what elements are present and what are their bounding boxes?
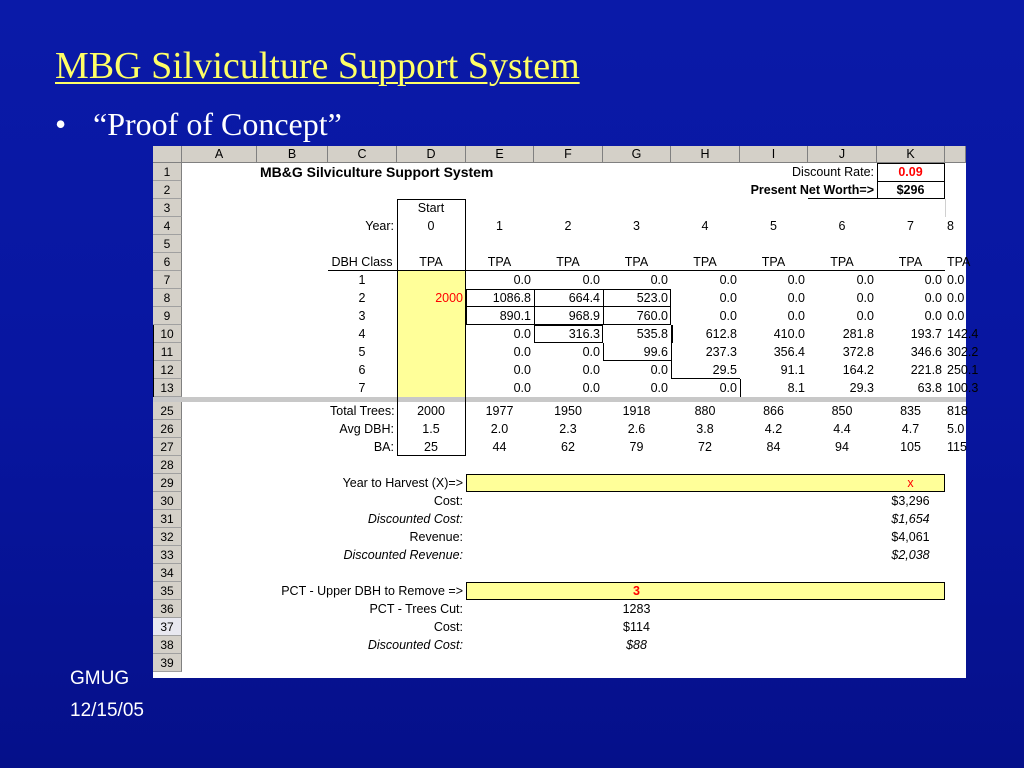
tpa-cell[interactable]: 372.8 — [842, 345, 874, 359]
tpa-cell[interactable]: 0.0 — [650, 381, 668, 395]
dbh-class-1[interactable]: 1 — [358, 273, 366, 287]
column-header-e[interactable]: E — [466, 146, 534, 163]
tpa-cell[interactable]: 99.6 — [643, 345, 668, 359]
year-3[interactable]: 3 — [633, 219, 640, 233]
total-trees-cell[interactable]: 866 — [763, 404, 784, 418]
tpa-header[interactable]: TPA — [487, 255, 512, 269]
row-header-39[interactable]: 39 — [153, 654, 182, 672]
tpa-cell[interactable]: 968.9 — [568, 309, 600, 323]
tpa-cell[interactable]: 0.0 — [924, 309, 942, 323]
year-6[interactable]: 6 — [838, 219, 846, 233]
tpa-cell[interactable]: 0.0 — [513, 345, 531, 359]
tpa-cell[interactable]: 0.0 — [582, 345, 600, 359]
ba-cell[interactable]: 105 — [900, 440, 921, 454]
tpa-header[interactable]: TPA — [693, 255, 717, 269]
tpa-cell[interactable]: 356.4 — [773, 345, 805, 359]
tpa-header[interactable]: TPA — [947, 255, 971, 269]
tpa-cell[interactable]: 523.0 — [636, 291, 668, 305]
discount-rate-label[interactable]: Discount Rate: — [792, 165, 874, 179]
tpa-cell[interactable]: 0.0 — [856, 291, 874, 305]
row-header-37[interactable]: 37 — [153, 618, 182, 636]
tpa-cell[interactable]: 0.0 — [513, 327, 531, 341]
tpa-cell[interactable]: 0.0 — [924, 273, 942, 287]
column-header-j[interactable]: J — [808, 146, 877, 163]
total-trees-cell[interactable]: 850 — [831, 404, 853, 418]
avg-dbh-cell[interactable]: 2.3 — [559, 422, 577, 436]
column-header-d[interactable]: D — [397, 146, 466, 163]
tpa-cell[interactable]: 29.5 — [712, 363, 737, 377]
column-header-k[interactable]: K — [877, 146, 945, 163]
tpa-cell[interactable]: 29.3 — [849, 381, 874, 395]
column-header-i[interactable]: I — [740, 146, 808, 163]
slide-bullet — [55, 106, 342, 143]
dbh-class-3[interactable]: 3 — [358, 309, 366, 323]
discounted-cost-value[interactable]: $1,654 — [891, 512, 930, 526]
row-header-6[interactable]: 6 — [153, 253, 182, 271]
row-header-25[interactable]: 25 — [153, 402, 182, 420]
tpa-v-de — [534, 289, 535, 325]
tpa-header[interactable]: TPA — [419, 255, 443, 269]
row-header-4[interactable]: 4 — [153, 217, 182, 235]
row-header-30[interactable]: 30 — [153, 492, 182, 510]
discounted-cost-label[interactable]: Discounted Cost: — [367, 512, 463, 526]
tpa-cell[interactable]: 0.0 — [582, 381, 600, 395]
tpa-cell[interactable]: 0.0 — [513, 381, 531, 395]
avg-dbh-label[interactable]: Avg DBH: — [339, 422, 394, 436]
tpa-cell[interactable]: 0.0 — [856, 273, 874, 287]
spreadsheet[interactable] — [153, 146, 979, 678]
avg-dbh-cell[interactable]: 4.2 — [764, 422, 783, 436]
j-divider — [877, 181, 945, 182]
tpa-box-e10 — [534, 325, 603, 343]
discount-rate-input[interactable]: 0.09 — [898, 165, 923, 179]
tpa-cell[interactable]: 250.1 — [947, 363, 979, 377]
tpa-cell[interactable]: 760.0 — [636, 309, 668, 323]
ba-cell[interactable]: 62 — [561, 440, 575, 454]
tpa-cell[interactable]: 193.7 — [910, 327, 942, 341]
total-trees-cell[interactable]: 880 — [694, 404, 716, 418]
tpa-cell[interactable]: 164.2 — [842, 363, 874, 377]
ba-cell[interactable]: 94 — [835, 440, 849, 454]
year-5[interactable]: 5 — [770, 219, 777, 233]
row-header-5[interactable]: 5 — [153, 235, 182, 253]
pct-input-fill — [466, 582, 945, 600]
row-header-28[interactable]: 28 — [153, 456, 182, 474]
tpa-v-ef — [603, 289, 604, 325]
tpa-cell[interactable]: 1086.8 — [492, 291, 531, 305]
pct-discounted-cost-value[interactable]: $88 — [626, 638, 647, 652]
avg-dbh-cell[interactable]: 5.0 — [947, 422, 965, 436]
tpa-cell[interactable]: 535.8 — [636, 327, 668, 341]
avg-dbh-cell[interactable]: 3.8 — [696, 422, 714, 436]
tpa-cell[interactable]: 316.3 — [568, 327, 600, 341]
tpa-vert-g12 — [671, 361, 672, 379]
total-trees-cell[interactable]: 818 — [947, 404, 968, 418]
row-header-11[interactable]: 11 — [153, 343, 182, 361]
row-header-7[interactable]: 7 — [153, 271, 182, 289]
tpa-cell[interactable]: 890.1 — [499, 309, 531, 323]
footer-date: 12/15/05 — [70, 700, 144, 721]
year-7[interactable]: 7 — [907, 219, 914, 233]
tpa-cell[interactable]: 0.0 — [582, 273, 600, 287]
column-header-a[interactable]: A — [182, 146, 257, 163]
tpa-cell[interactable]: 0.0 — [924, 291, 942, 305]
tpa-cell[interactable]: 142.4 — [947, 327, 979, 341]
tpa-cell[interactable]: 0.0 — [787, 273, 805, 287]
column-header-h[interactable]: H — [671, 146, 740, 163]
tpa-cell[interactable]: 410.0 — [773, 327, 805, 341]
corner-cell[interactable] — [153, 146, 182, 163]
tpa-cell[interactable]: 0.0 — [719, 381, 737, 395]
tpa-box-d8-f9 — [466, 289, 671, 325]
row-header-34[interactable]: 34 — [153, 564, 182, 582]
pct-trees-value[interactable]: 1283 — [622, 602, 651, 616]
tpa-cell[interactable]: 281.8 — [842, 327, 874, 341]
pct-cost-value[interactable]: $114 — [623, 620, 650, 634]
row-header-32[interactable]: 32 — [153, 528, 182, 546]
dbh-class-label[interactable]: DBH Class — [331, 255, 393, 269]
tpa-vert-g11 — [671, 325, 672, 361]
tpa-cell[interactable]: 0.0 — [719, 291, 737, 305]
column-header-f[interactable]: F — [534, 146, 603, 163]
avg-dbh-cell[interactable]: 4.4 — [833, 422, 851, 436]
year-8[interactable]: 8 — [947, 219, 954, 233]
year-2[interactable]: 2 — [564, 219, 572, 233]
total-trees-cell[interactable]: 1977 — [485, 404, 514, 418]
row-header-10[interactable]: 10 — [153, 325, 182, 343]
total-trees-cell[interactable]: 2000 — [417, 404, 445, 418]
footer-org: GMUG — [70, 668, 130, 689]
cost-label[interactable]: Cost: — [433, 494, 463, 508]
tpa-cell[interactable]: 0.0 — [513, 363, 531, 377]
row-header-27[interactable]: 27 — [153, 438, 182, 456]
row-header-29[interactable]: 29 — [153, 474, 182, 492]
tpa-inner-line — [466, 306, 671, 307]
year-0[interactable]: 0 — [427, 219, 435, 233]
tpa-header[interactable]: TPA — [624, 255, 649, 269]
harvest-year-input[interactable]: x — [907, 476, 914, 490]
year-4[interactable]: 4 — [701, 219, 709, 233]
column-header-c[interactable]: C — [328, 146, 397, 163]
discounted-revenue-value[interactable]: $2,038 — [891, 548, 930, 562]
pnw-label[interactable]: Present Net Worth=> — [750, 183, 874, 197]
dbh-class-7[interactable]: 7 — [358, 381, 366, 395]
tpa-cell[interactable]: 0.0 — [947, 291, 965, 305]
discounted-revenue-label[interactable]: Discounted Revenue: — [343, 548, 463, 562]
total-trees-cell[interactable]: 1918 — [622, 404, 651, 418]
tpa-cell[interactable]: 8.1 — [787, 381, 805, 395]
j3-rule — [945, 199, 946, 217]
total-trees-cell[interactable]: 1950 — [554, 404, 582, 418]
tpa-cell[interactable]: 664.4 — [568, 291, 600, 305]
tpa-cell[interactable]: 0.0 — [650, 273, 668, 287]
pnw-value[interactable]: $296 — [896, 183, 925, 197]
tpa-cell[interactable]: 221.8 — [910, 363, 942, 377]
total-trees-label[interactable]: Total Trees: — [330, 404, 395, 418]
pct-label[interactable]: PCT - Upper DBH to Remove => — [281, 584, 463, 598]
pct-discounted-cost-label[interactable]: Discounted Cost: — [367, 638, 463, 652]
tpa-vert-f11 — [603, 343, 604, 361]
tpa-cell[interactable]: 0.0 — [856, 309, 874, 323]
row-header-9[interactable]: 9 — [153, 307, 182, 325]
tpa-cell[interactable]: 0.0 — [787, 309, 805, 323]
avg-dbh-cell[interactable]: 1.5 — [422, 422, 440, 436]
tpa-vert-h13 — [740, 379, 741, 397]
row-header-2[interactable]: 2 — [153, 181, 182, 199]
cost-value[interactable]: $3,296 — [891, 494, 930, 508]
tpa-cell[interactable]: 0.0 — [513, 273, 531, 287]
tpa-cell[interactable]: 0.0 — [947, 273, 965, 287]
tpa-line-g12 — [671, 378, 740, 379]
row-header-1[interactable]: 1 — [153, 163, 182, 181]
dbh-class-5[interactable]: 5 — [358, 345, 366, 359]
tpa-header[interactable]: TPA — [761, 255, 786, 269]
tpa-cell[interactable]: 302.2 — [947, 345, 979, 359]
harvest-label[interactable]: Year to Harvest (X)=> — [342, 476, 463, 490]
pct-trees-label[interactable]: PCT - Trees Cut: — [369, 602, 463, 616]
harvest-input-fill — [466, 474, 945, 492]
total-trees-cell[interactable]: 835 — [900, 404, 921, 418]
row-header-13[interactable]: 13 — [153, 379, 182, 397]
row-header-33[interactable]: 33 — [153, 546, 182, 564]
dbh-class-2[interactable]: 2 — [358, 291, 366, 305]
revenue-value[interactable]: $4,061 — [891, 530, 930, 544]
avg-dbh-cell[interactable]: 2.0 — [490, 422, 509, 436]
year-1[interactable]: 1 — [496, 219, 503, 233]
dbh-class-6[interactable]: 6 — [358, 363, 366, 377]
tpa-cell[interactable]: 100.3 — [947, 381, 979, 395]
bullet-dot: • — [55, 106, 67, 142]
row-header-36[interactable]: 36 — [153, 600, 182, 618]
row-header-35[interactable]: 35 — [153, 582, 182, 600]
start-label[interactable]: Start — [417, 201, 445, 215]
tpa-cell[interactable]: 0.0 — [719, 309, 737, 323]
row-header-26[interactable]: 26 — [153, 420, 182, 438]
tpa-cell[interactable]: 237.3 — [705, 345, 737, 359]
tpa-cell[interactable]: 91.1 — [780, 363, 805, 377]
tpa-cell[interactable]: 0.0 — [947, 309, 965, 323]
avg-dbh-cell[interactable]: 2.6 — [627, 422, 646, 436]
tpa-line-f11 — [603, 360, 671, 361]
ba-cell[interactable]: 72 — [698, 440, 712, 454]
tpa-cell[interactable]: 0.0 — [650, 363, 668, 377]
row-header-38[interactable]: 38 — [153, 636, 182, 654]
row-header-31[interactable]: 31 — [153, 510, 182, 528]
avg-dbh-cell[interactable]: 4.7 — [901, 422, 920, 436]
tpa-cell[interactable]: 0.0 — [582, 363, 600, 377]
row-header-8[interactable]: 8 — [153, 289, 182, 307]
ba-cell[interactable]: 115 — [947, 440, 967, 454]
tpa-right-edge — [153, 325, 154, 397]
column-header-b[interactable]: B — [257, 146, 328, 163]
year-label[interactable]: Year: — [365, 219, 394, 233]
bullet-text: “Proof of Concept” — [93, 106, 342, 142]
row-header-3[interactable]: 3 — [153, 199, 182, 217]
column-header-g[interactable]: G — [603, 146, 671, 163]
dbh-class-4[interactable]: 4 — [358, 327, 366, 341]
tpa-header[interactable]: TPA — [556, 255, 580, 269]
slide-title: MBG Silviculture Support System — [55, 45, 580, 87]
start-tpa-input[interactable]: 2000 — [435, 291, 463, 305]
tpa-cell[interactable]: 612.8 — [705, 327, 737, 341]
revenue-label[interactable]: Revenue: — [409, 530, 463, 544]
column-header-l[interactable] — [945, 146, 966, 163]
pct-dbh-input[interactable]: 3 — [633, 584, 640, 598]
tpa-header[interactable]: TPA — [898, 255, 923, 269]
tpa-cell[interactable]: 0.0 — [787, 291, 805, 305]
ba-cell[interactable]: 84 — [766, 440, 781, 454]
row-header-12[interactable]: 12 — [153, 361, 182, 379]
ba-label[interactable]: BA: — [373, 440, 394, 454]
sheet-title: MB&G Silviculture Support System — [260, 164, 494, 180]
pct-cost-label[interactable]: Cost: — [433, 620, 463, 634]
tpa-cell[interactable]: 346.6 — [910, 345, 942, 359]
ba-cell[interactable]: 44 — [492, 440, 507, 454]
tpa-cell[interactable]: 63.8 — [917, 381, 942, 395]
tpa-header[interactable]: TPA — [830, 255, 854, 269]
tpa-cell[interactable]: 0.0 — [719, 273, 737, 287]
ba-cell[interactable]: 25 — [424, 440, 438, 454]
ba-cell[interactable]: 79 — [629, 440, 644, 454]
i2-underline — [808, 198, 877, 199]
